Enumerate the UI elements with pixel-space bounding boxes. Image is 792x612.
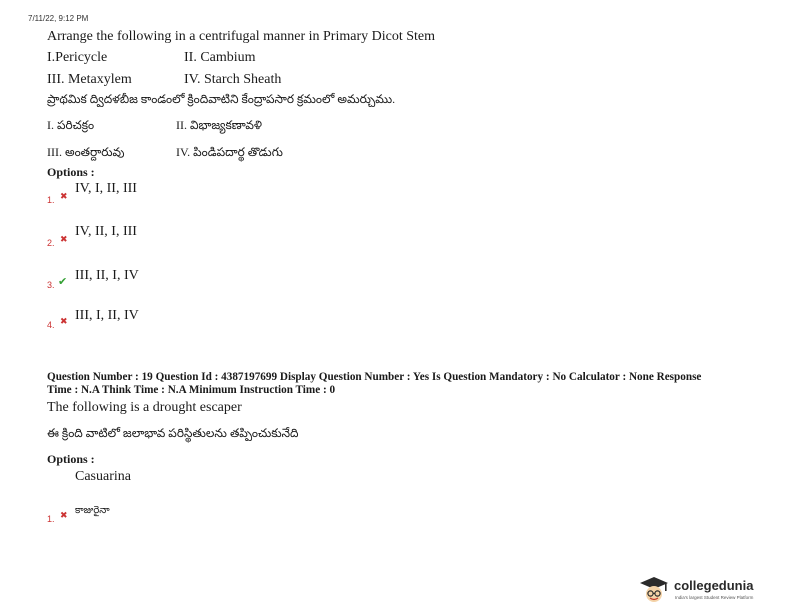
q1-option-3-text: III, II, I, IV: [75, 268, 139, 283]
q1-option-1-number: 1.: [47, 195, 55, 205]
question-1-text: Arrange the following in a centrifugal manner in Primary Dicot Stem: [47, 29, 436, 44]
q1-option-4-text: III, I, II, IV: [75, 308, 139, 323]
question-2-meta-line-2: Time : N.A Think Time : N.A Minimum Instruction Time : 0: [47, 384, 336, 396]
wrong-mark-icon: ✖: [60, 192, 68, 202]
question-1-telugu: ప్రాథమిక ద్విదళబీజ కాండంలో క్రిందివాటిని కేంద్రాపసార క్రమంలో అమర్చుము.: [47, 92, 396, 106]
q1-option-2-number: 2.: [47, 238, 55, 248]
q1-option-1-text: IV, I, II, III: [75, 181, 137, 196]
question-2-telugu: ఈ క్రింది వాటిలో జలాభావ పరిస్థితులను తప్పించుకునేది: [47, 426, 299, 440]
logo-name: collegedunia: [674, 578, 754, 593]
q1-option-3-number: 3.: [47, 280, 55, 290]
q2-options-label: Options :: [47, 452, 95, 466]
q1-options-label: Options :: [47, 165, 95, 179]
question-2-meta-line-1: Question Number : 19 Question Id : 4387197699 Display Question Number : Yes Is Question Mandatory : No Calculator : None Response: [47, 371, 702, 383]
graduate-mascot-icon: [638, 575, 670, 603]
q1-telugu-item-2: II. విభాజ్యకణావళి: [176, 118, 262, 132]
wrong-mark-icon: ✖: [60, 317, 68, 327]
correct-check-icon: ✔: [58, 275, 68, 288]
question-2-text: The following is a drought escaper: [47, 400, 242, 415]
q1-telugu-item-3: III. అంతర్దారువు: [47, 145, 125, 159]
q1-telugu-item-1: I. పరిచక్రం: [47, 118, 95, 132]
print-timestamp: 7/11/22, 9:12 PM: [28, 14, 89, 23]
q1-item-4: IV. Starch Sheath: [184, 72, 282, 87]
q1-item-2: II. Cambium: [184, 50, 256, 65]
q1-option-2-text: IV, II, I, III: [75, 224, 137, 239]
logo-tagline: India's largest Student Review Platform: [675, 595, 754, 600]
q1-item-1: I.Pericycle: [47, 50, 108, 65]
wrong-mark-icon: ✖: [60, 511, 68, 521]
q2-option-1-telugu: కాజురైనా: [75, 505, 110, 516]
q2-option-1-text: Casuarina: [75, 469, 131, 484]
q1-telugu-item-4: IV. పిండిపదార్థ తొడుగు: [176, 145, 283, 159]
collegedunia-logo: [638, 574, 788, 604]
q2-option-1-number: 1.: [47, 514, 55, 524]
q1-item-3: III. Metaxylem: [47, 72, 132, 87]
wrong-mark-icon: ✖: [60, 235, 68, 245]
q1-option-4-number: 4.: [47, 320, 55, 330]
